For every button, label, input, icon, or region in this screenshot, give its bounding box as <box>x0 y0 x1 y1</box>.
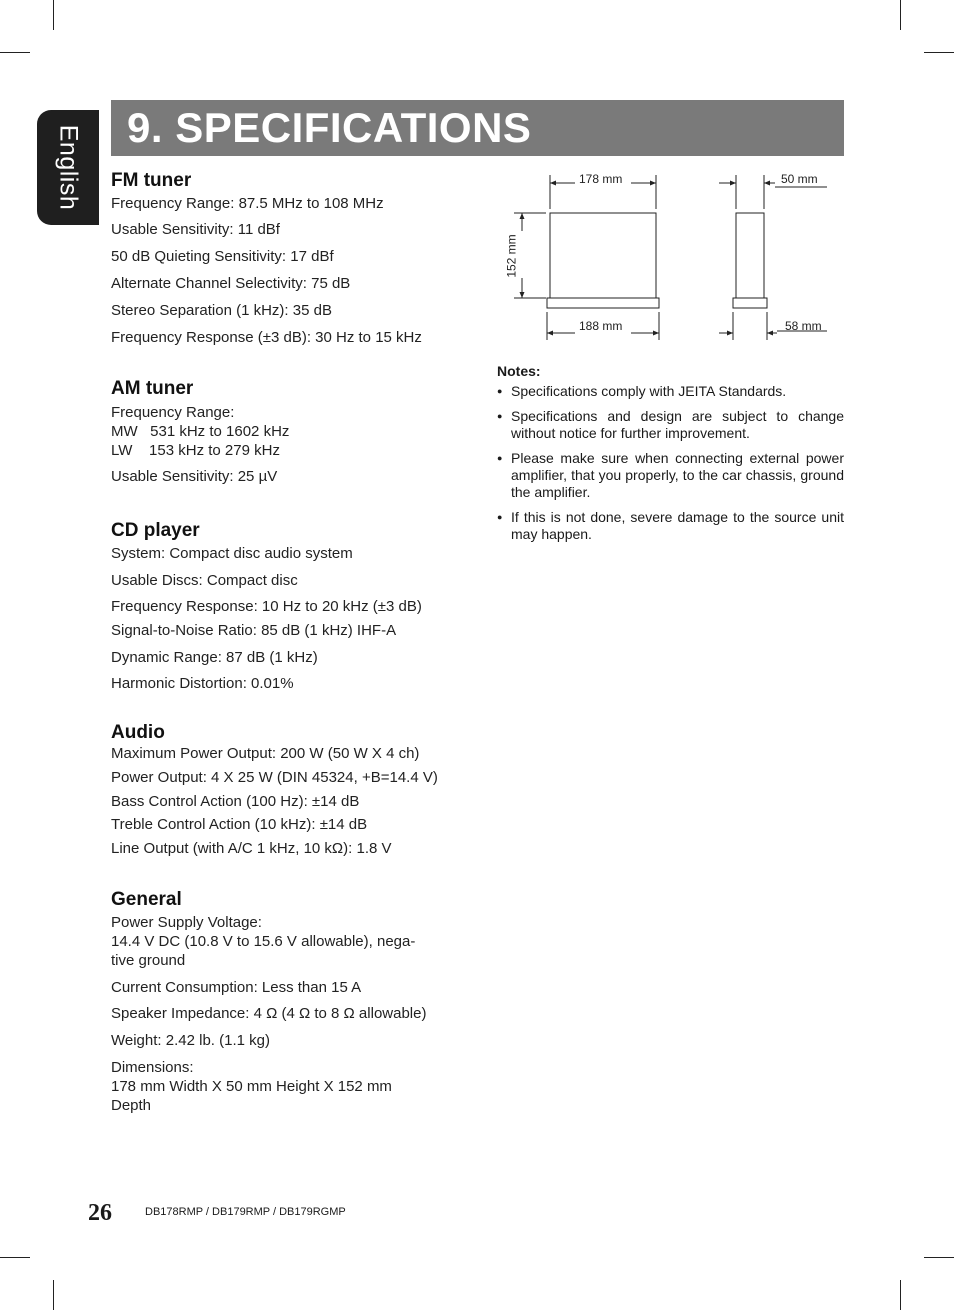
spec-line: Frequency Range: 87.5 MHz to 108 MHz <box>111 195 384 212</box>
crop-mark <box>900 0 901 30</box>
dim-label-side-width: 50 mm <box>781 172 818 186</box>
spec-line: System: Compact disc audio system <box>111 545 353 562</box>
dim-label-front-bezel: 188 mm <box>579 319 623 333</box>
dim-label-side-bezel: 58 mm <box>785 319 822 333</box>
spec-line: Power Output: 4 X 25 W (DIN 45324, +B=14.4 V) <box>111 769 438 786</box>
spec-line: 14.4 V DC (10.8 V to 15.6 V allowable), nega- <box>111 933 416 950</box>
spec-line: Stereo Separation (1 kHz): 35 dB <box>111 302 332 319</box>
note-item: ● Specifications comply with JEITA Standards. <box>497 383 844 400</box>
section-general <box>111 889 426 1115</box>
spec-line: Current Consumption: Less than 15 A <box>111 979 362 996</box>
side-unit-bezel <box>733 298 767 308</box>
spec-line: Alternate Channel Selectivity: 75 dB <box>111 275 351 292</box>
dim-label-front-width: 178 mm <box>579 172 623 186</box>
note-item: ● If this is not done, severe damage to the source unit may happen. <box>497 509 844 543</box>
note-item: ● Specifications and design are subject to change without notice for further improvement. <box>497 408 844 442</box>
spec-line: Usable Sensitivity: 25 µV <box>111 468 278 485</box>
notes-block <box>497 362 844 543</box>
notes-title: Notes: <box>497 363 541 379</box>
title-banner <box>111 100 844 156</box>
crop-mark <box>53 0 54 30</box>
spec-line: LW 153 kHz to 279 kHz <box>111 442 280 459</box>
spec-line: Signal-to-Noise Ratio: 85 dB (1 kHz) IHF-A <box>111 622 397 639</box>
side-unit-body <box>736 213 764 298</box>
section-am-tuner <box>111 378 289 486</box>
page-number: 26 <box>88 1200 112 1226</box>
spec-line: Weight: 2.42 lb. (1.1 kg) <box>111 1032 270 1049</box>
crop-mark <box>924 52 954 53</box>
spec-line: Usable Sensitivity: 11 dBf <box>111 221 280 238</box>
section-fm-tuner <box>111 170 422 347</box>
spec-line: Frequency Range: <box>111 404 235 421</box>
crop-mark <box>53 1280 54 1310</box>
page-title: 9. SPECIFICATIONS <box>127 104 532 151</box>
spec-line: Maximum Power Output: 200 W (50 W X 4 ch) <box>111 745 420 762</box>
spec-line: Power Supply Voltage: <box>111 914 262 931</box>
section-heading: CD player <box>111 520 200 541</box>
section-audio <box>111 722 438 858</box>
front-unit-bezel <box>547 298 659 308</box>
spec-line: 50 dB Quieting Sensitivity: 17 dBf <box>111 248 334 265</box>
front-unit-body <box>550 213 656 298</box>
note-item: ● Please make sure when connecting external power amplifier, that you properly, to the car chassis, ground the amplifier. <box>497 450 844 501</box>
spec-line: MW 531 kHz to 1602 kHz <box>111 423 290 440</box>
spec-line: Harmonic Distortion: 0.01% <box>111 675 294 692</box>
spec-line: Frequency Response: 10 Hz to 20 kHz (±3 dB) <box>111 598 422 615</box>
language-tab-label: English <box>54 124 83 211</box>
section-cd-player <box>111 520 422 693</box>
dimension-drawing <box>497 165 847 345</box>
section-heading: AM tuner <box>111 378 194 399</box>
language-tab-label-wrap <box>37 110 99 225</box>
crop-mark <box>0 1257 30 1258</box>
spec-line: Dimensions: <box>111 1059 194 1076</box>
model-numbers: DB178RMP / DB179RMP / DB179RGMP <box>145 1206 346 1218</box>
spec-line: Treble Control Action (10 kHz): ±14 dB <box>111 816 368 833</box>
dim-label-front-height: 152 mm <box>504 234 519 278</box>
spec-line: Dynamic Range: 87 dB (1 kHz) <box>111 649 318 666</box>
section-heading: Audio <box>111 722 165 743</box>
spec-line: Depth <box>111 1097 152 1114</box>
spec-line: Frequency Response (±3 dB): 30 Hz to 15 kHz <box>111 329 422 346</box>
section-heading: FM tuner <box>111 170 192 191</box>
spec-line: Bass Control Action (100 Hz): ±14 dB <box>111 793 360 810</box>
dimension-diagram <box>497 165 847 345</box>
spec-line: Usable Discs: Compact disc <box>111 572 298 589</box>
section-heading: General <box>111 889 182 910</box>
spec-line: 178 mm Width X 50 mm Height X 152 mm <box>111 1078 392 1095</box>
spec-line: Line Output (with A/C 1 kHz, 10 kΩ): 1.8 V <box>111 840 392 857</box>
spec-line: tive ground <box>111 952 186 969</box>
crop-mark <box>924 1257 954 1258</box>
crop-mark <box>0 52 30 53</box>
spec-line: Speaker Impedance: 4 Ω (4 Ω to 8 Ω allowable) <box>111 1005 427 1022</box>
crop-mark <box>900 1280 901 1310</box>
